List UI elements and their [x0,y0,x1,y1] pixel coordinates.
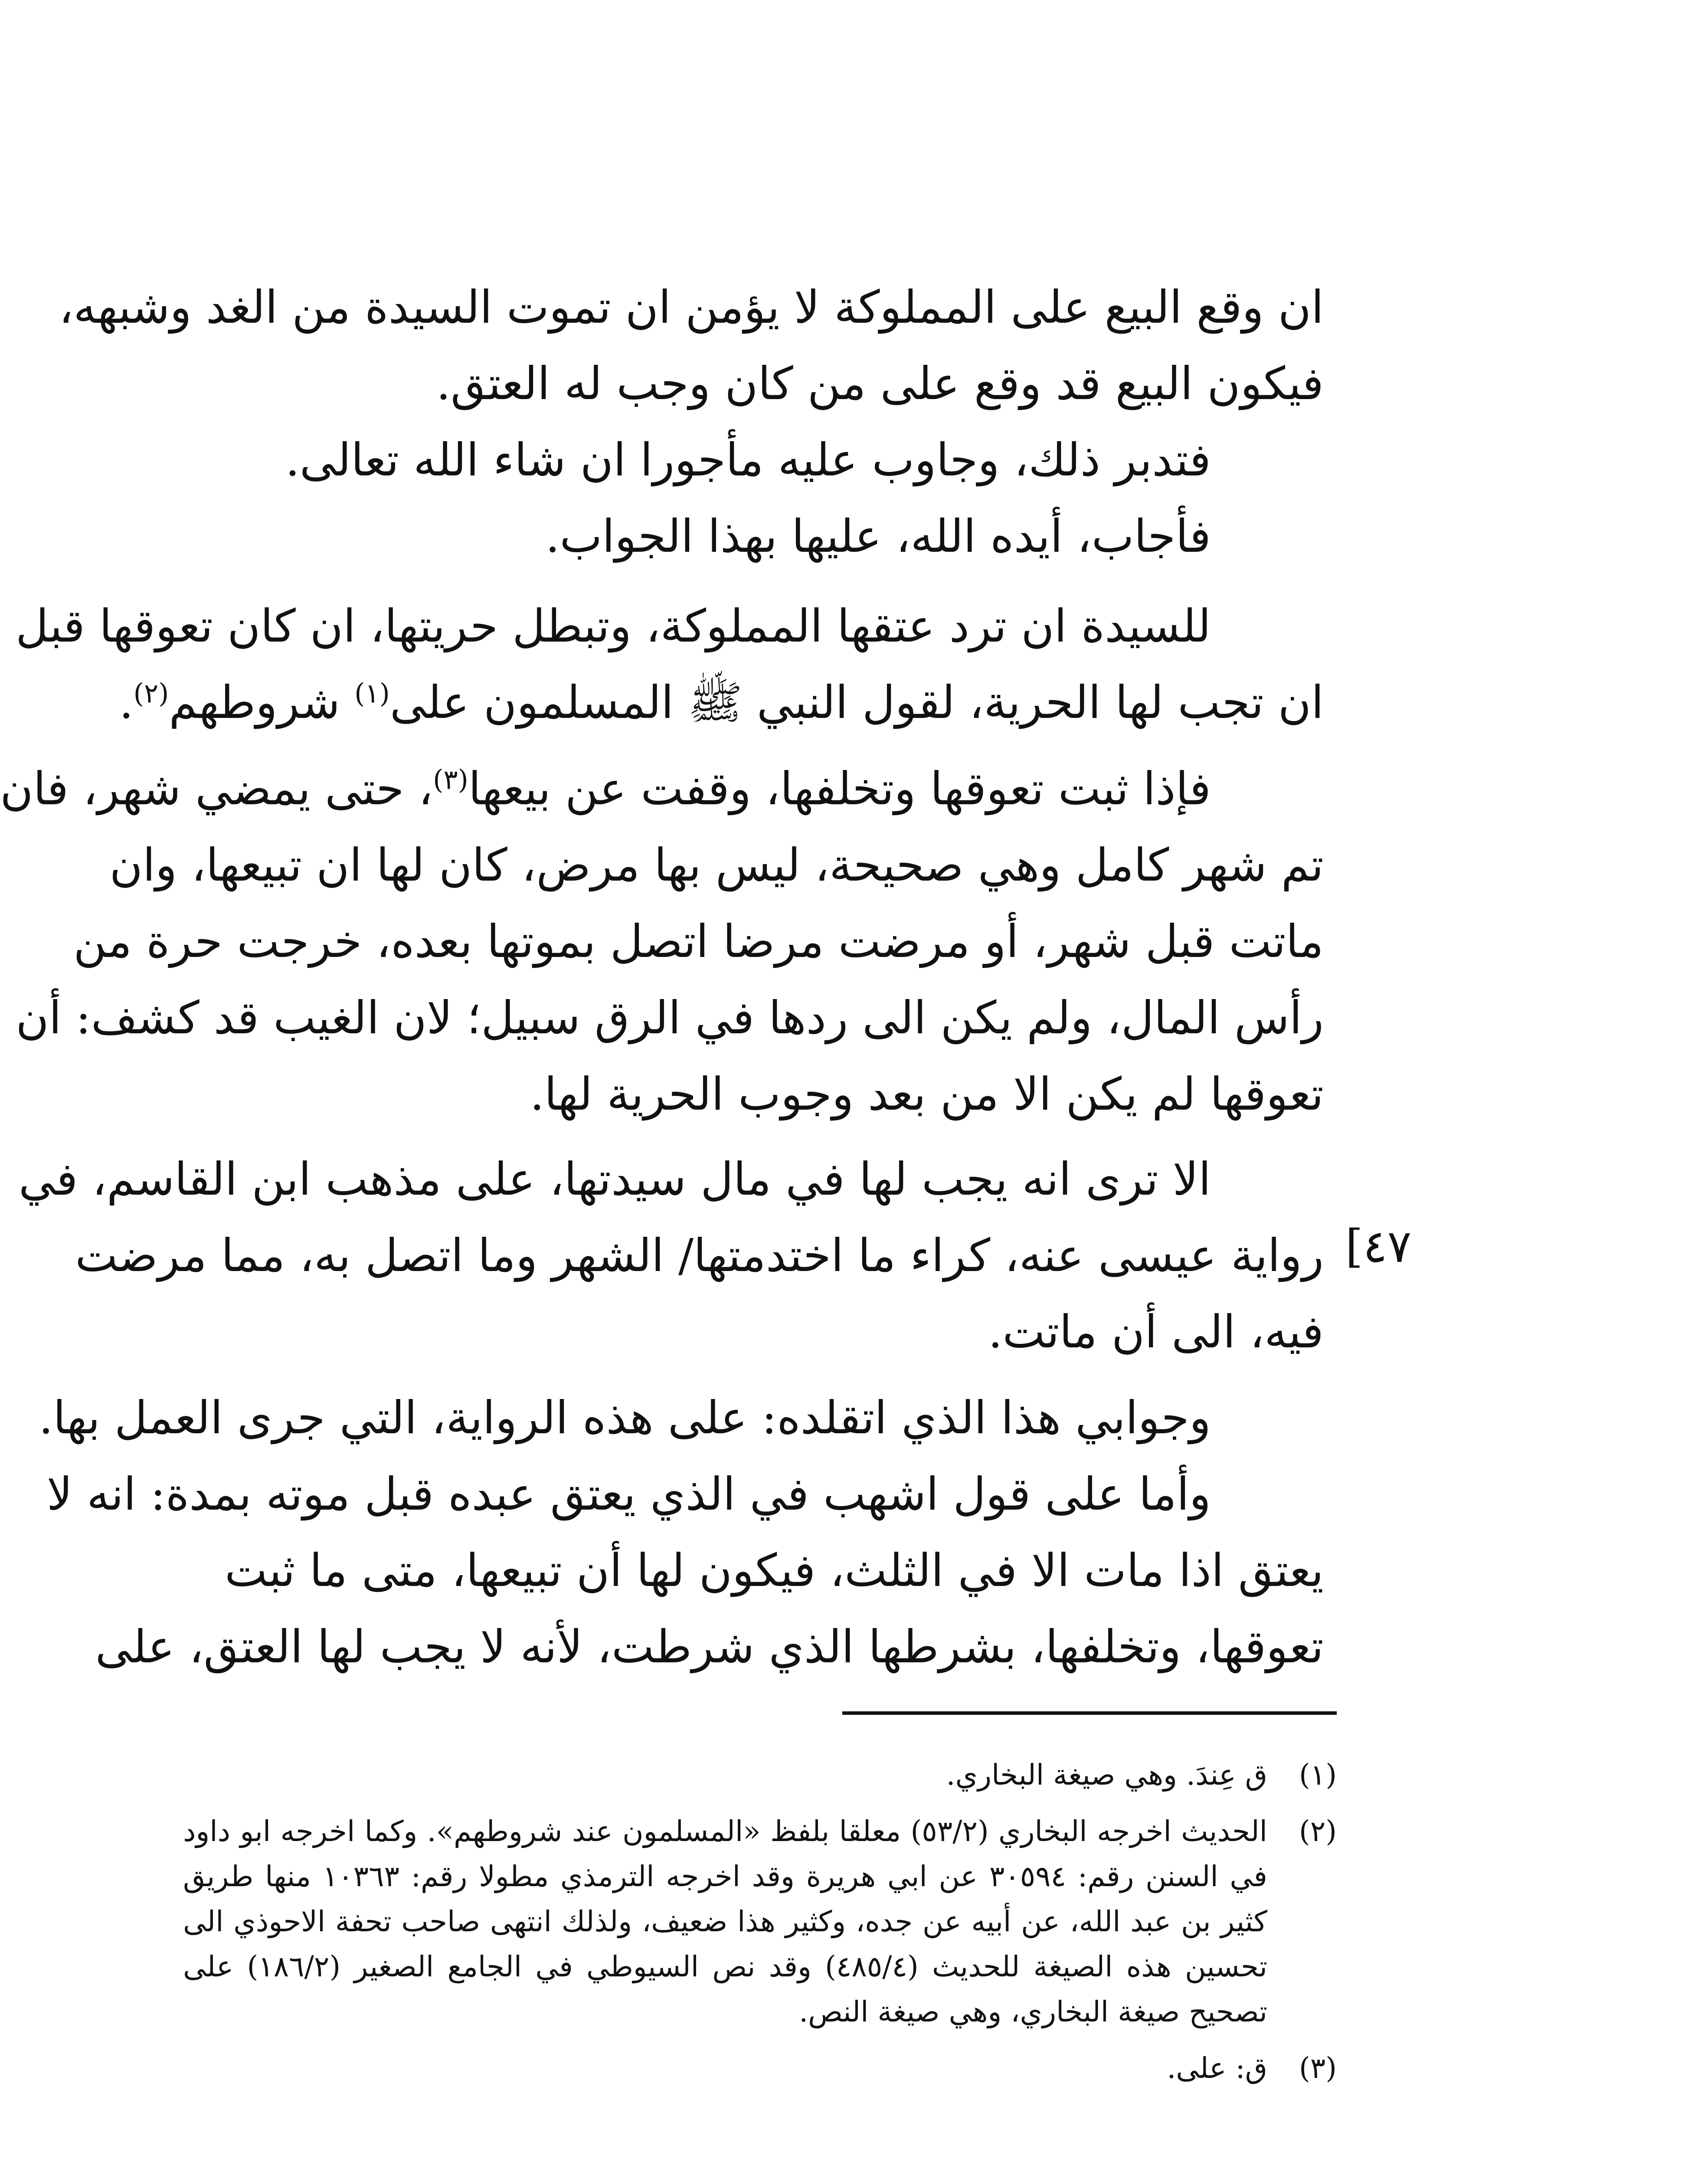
paragraph-2 [183,422,1324,498]
text-line: فيكون البيع قد وقع على من كان وجب له العتق. [436,357,1324,410]
text-line [119,664,1324,740]
footnote-marker-1: (١) [354,677,390,709]
paragraph-5 [0,750,1324,1132]
footnote-divider [842,1711,1337,1715]
paragraph-8 [46,1456,1324,1685]
footnote-2 [183,1809,1337,2035]
paragraph-1 [59,269,1324,422]
footnote-marker-2: (٢) [133,677,169,709]
text-line: وأما على قول اشهب في الذي يعتق عبده قبل موته بمدة: انه لا [46,1468,1211,1520]
footnote-number: (٣) [1299,2051,1337,2085]
footnote-text: الحديث اخرجه البخاري (٥٣/٢) معلقا بلفظ «المسلمون عند شروطهم». وكما اخرجه ابو داود في السنن رقم: ٣٠٥٩٤ عن ابي هريرة وقد اخرجه الترمذي مطولا رقم: ١٠٣٦٣ منها طريق كثير بن عبد الله، عن أبيه عن جده، وكثير هذا ضعيف، ولذلك انتهى صاحب تحفة الاحوذي الى تحسين هذه الصيغة للحديث (٤٨٥/٤) وقد نص السيوطي في الجامع الصغير (١٨٦/٢) على تصحيح صيغة البخاري، وهي صيغة النص. [183,1815,1268,2028]
footnote-3 [183,2046,1337,2091]
footnote-number: (١) [1299,1758,1337,1792]
text-line: رأس المال، ولم يكن الى ردها في الرق سبيل؛ لان الغيب قد كشف: أن [16,991,1324,1044]
paragraph-4 [15,588,1324,740]
footnotes-section [183,1753,1337,2102]
margin-folio-reference: [٤٧ [1345,1220,1412,1273]
text-line: الا ترى انه يجب لها في مال سيدتها، على مذهب ابن القاسم، في [19,1153,1211,1206]
text-line: تعوقها، وتخلفها، بشرطها الذي شرطت، لأنه لا يجب لها العتق، على [95,1620,1324,1673]
text-segment: . [119,676,134,729]
footnote-text: ق: على. [1167,2051,1267,2085]
footnote-number: (٢) [1299,1815,1337,1848]
text-line: للسيدة ان ترد عتقها المملوكة، وتبطل حريتها، ان كان تعوقها قبل [15,600,1211,652]
text-segment: ان تجب لها الحرية، لقول النبي ﷺ المسلمون على [389,676,1324,729]
text-line: فتدبر ذلك، وجاوب عليه مأجورا ان شاء الله تعالى. [285,433,1211,486]
text-line: فأجاب، أيده الله، عليها بهذا الجواب. [545,510,1211,563]
text-line: تعوقها لم يكن الا من بعد وجوب الحرية لها. [530,1068,1324,1121]
text-segment: شروطهم [169,676,355,729]
text-line: رواية عيسى عنه، كراء ما اختدمتها/ الشهر وما اتصل به، مما مرضت [75,1229,1324,1282]
footnote-1 [183,1753,1337,1798]
text-segment: فإذا ثبت تعوقها وتخلفها، وقفت عن بيعها [468,762,1211,815]
text-line: يعتق اذا مات الا في الثلث، فيكون لها أن تبيعها، متى ما ثبت [225,1544,1324,1597]
paragraph-6 [19,1141,1324,1370]
text-line: وجوابي هذا الذي اتقلده: على هذه الرواية، التي جرى العمل بها. [39,1391,1211,1444]
paragraph-7 [39,1379,1324,1456]
footnote-text: ق عِندَ. وهي صيغة البخاري. [946,1758,1267,1792]
text-line: تم شهر كامل وهي صحيحة، ليس بها مرض، كان لها ان تبيعها، وان [109,839,1324,891]
paragraph-3 [183,498,1324,574]
footnote-marker-3: (٣) [433,763,468,796]
text-line: ماتت قبل شهر، أو مرضت مرضا اتصل بموتها بعده، خرجت حرة من [73,915,1324,968]
text-line: ان وقع البيع على المملوكة لا يؤمن ان تموت السيدة من الغد وشبهه، [59,281,1324,334]
text-segment: ، حتى يمضي شهر، فان [0,762,433,815]
text-line [0,750,1324,827]
text-line: فيه، الى أن ماتت. [988,1305,1324,1358]
